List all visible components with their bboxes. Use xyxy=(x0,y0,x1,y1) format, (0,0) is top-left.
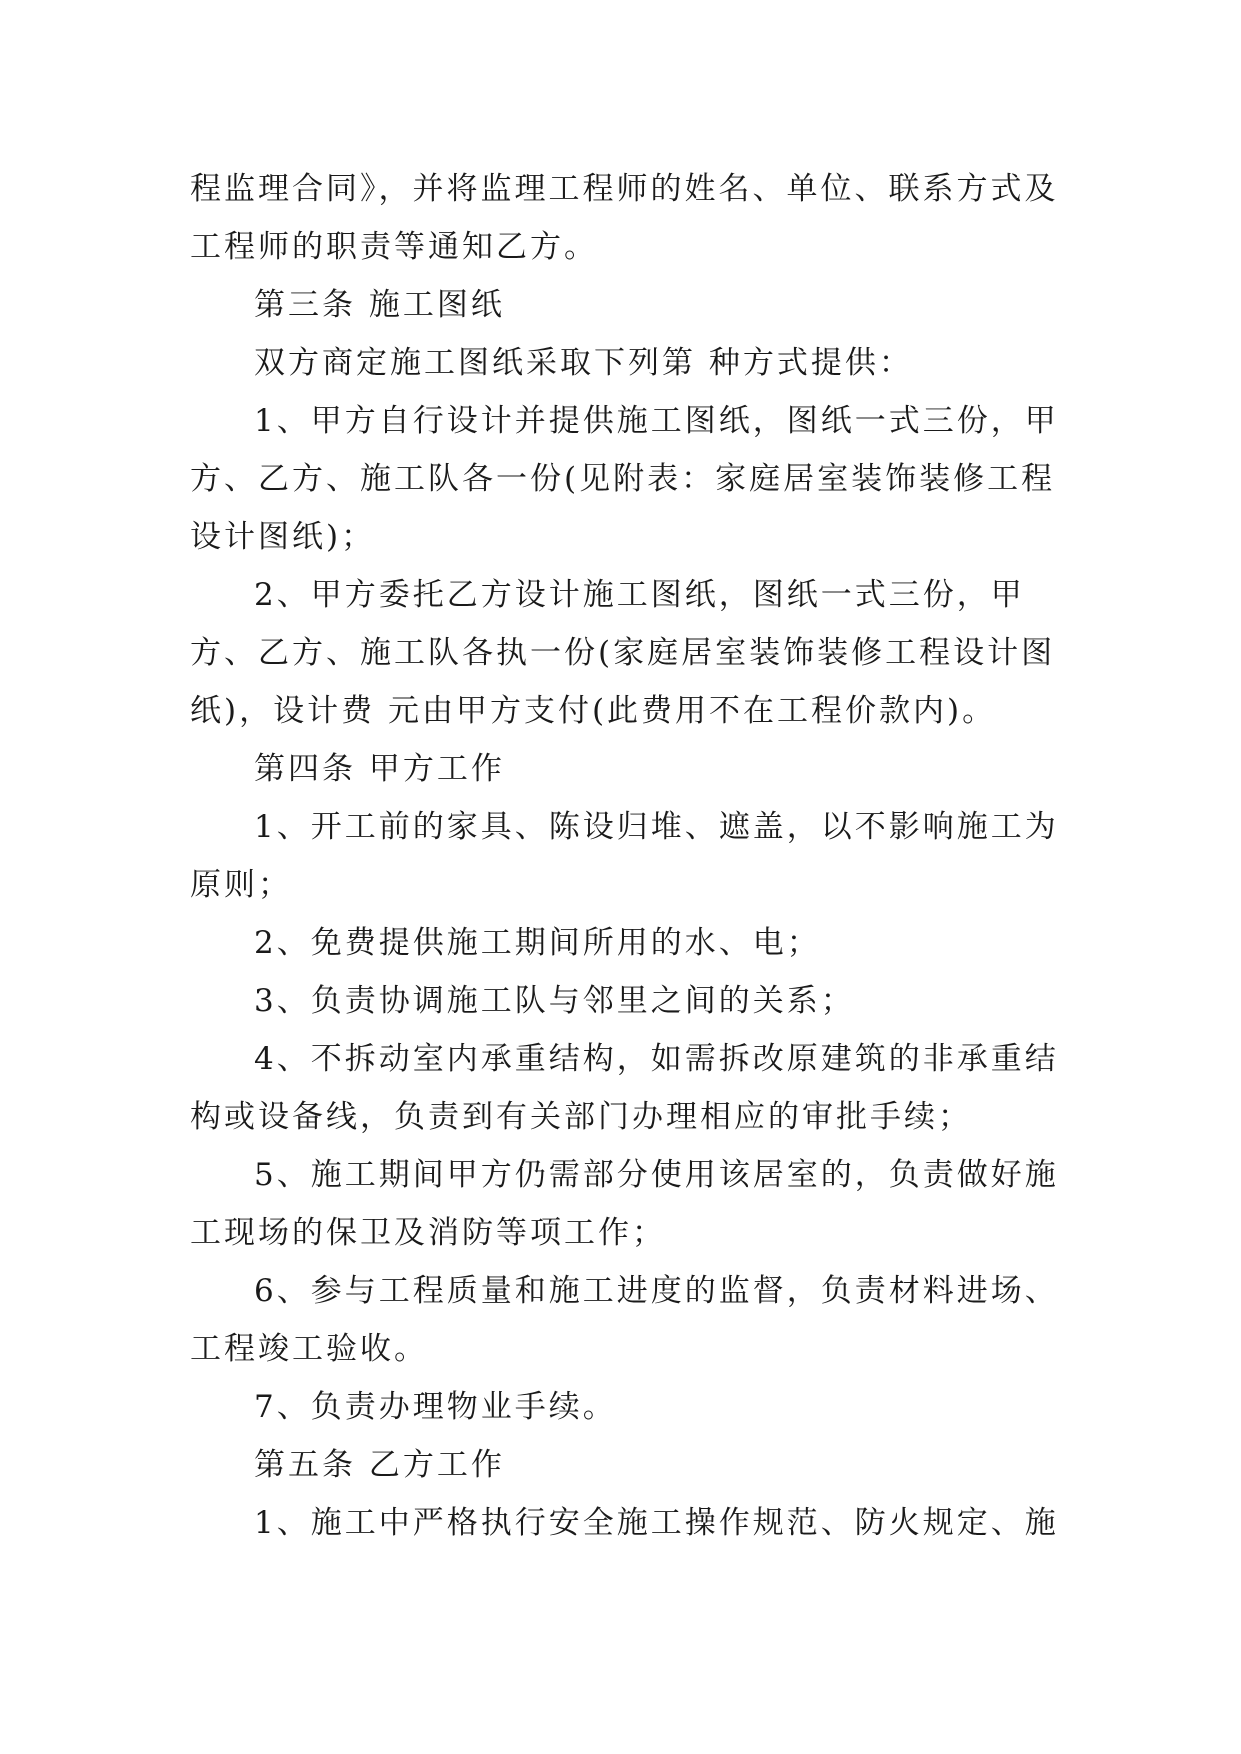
document-body xyxy=(190,160,1060,1552)
list-item-article-5-1: 1、施工中严格执行安全施工操作规范、防火规定、施 xyxy=(254,1505,1059,1541)
paragraph-drawing-method: 双方商定施工图纸采取下列第 种方式提供： xyxy=(254,345,913,381)
paragraph-contract-continuation: 程监理合同》，并将监理工程师的姓名、单位、联系方式及工程师的职责等通知乙方。 xyxy=(190,171,1059,265)
list-item-article-3-2: 2、甲方委托乙方设计施工图纸，图纸一式三份，甲方、乙方、施工队各执一份(家庭居室装饰装修工程设计图纸)，设计费 元由甲方支付(此费用不在工程价款内)。 xyxy=(190,577,1056,729)
list-item-article-4-7: 7、负责办理物业手续。 xyxy=(254,1389,617,1425)
heading-article-5: 第五条 乙方工作 xyxy=(254,1447,505,1483)
heading-article-4: 第四条 甲方工作 xyxy=(254,751,505,787)
list-item-article-4-5: 5、施工期间甲方仍需部分使用该居室的，负责做好施工现场的保卫及消防等项工作； xyxy=(190,1157,1059,1251)
list-item-article-4-1: 1、开工前的家具、陈设归堆、遮盖，以不影响施工为原则； xyxy=(190,809,1059,903)
list-item-article-4-6: 6、参与工程质量和施工进度的监督，负责材料进场、工程竣工验收。 xyxy=(190,1273,1059,1367)
list-item-article-4-4: 4、不拆动室内承重结构，如需拆改原建筑的非承重结构或设备线，负责到有关部门办理相应的审批手续； xyxy=(190,1041,1059,1135)
heading-article-3: 第三条 施工图纸 xyxy=(254,287,505,323)
list-item-article-3-1: 1、甲方自行设计并提供施工图纸，图纸一式三份，甲方、乙方、施工队各一份(见附表：家庭居室装饰装修工程设计图纸)； xyxy=(190,403,1059,555)
list-item-article-4-3: 3、负责协调施工队与邻里之间的关系； xyxy=(254,983,855,1019)
list-item-article-4-2: 2、免费提供施工期间所用的水、电； xyxy=(254,925,821,961)
